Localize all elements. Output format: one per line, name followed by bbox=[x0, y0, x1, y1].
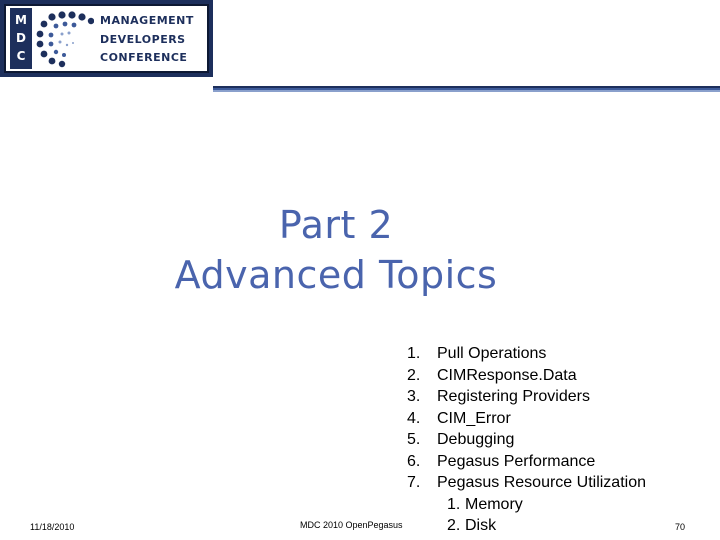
conference-logo bbox=[0, 0, 213, 77]
logo-dots-icon bbox=[36, 10, 94, 68]
subtopic-label: Disk bbox=[465, 517, 497, 534]
logo-word-conference: CONFERENCE bbox=[100, 51, 188, 64]
title-line-1: Part 2 bbox=[278, 203, 394, 247]
topic-number: 4. bbox=[407, 409, 421, 427]
topic-item bbox=[402, 472, 646, 537]
topic-label: CIM_Error bbox=[437, 409, 511, 427]
logo-letter-m: M bbox=[15, 12, 27, 27]
topic-item bbox=[402, 451, 646, 473]
logo-mdc-block bbox=[10, 8, 32, 69]
footer-title: MDC 2010 OpenPegasus bbox=[300, 520, 403, 530]
topic-label: CIMResponse.Data bbox=[437, 366, 577, 384]
topic-item bbox=[402, 429, 646, 451]
topic-number: 5. bbox=[407, 431, 421, 448]
footer-date: 11/18/2010 bbox=[30, 522, 75, 532]
topic-label: Registering Providers bbox=[437, 388, 590, 405]
logo-word-management: MANAGEMENT bbox=[100, 14, 194, 27]
logo-word-developers: DEVELOPERS bbox=[100, 32, 186, 46]
page-number: 70 bbox=[675, 522, 686, 532]
topic-item bbox=[402, 386, 646, 408]
logo-letter-d: D bbox=[16, 30, 26, 45]
subtopic-item bbox=[437, 515, 646, 537]
title-line-2: Advanced Topics bbox=[174, 253, 498, 297]
topic-item bbox=[402, 365, 646, 387]
topic-item bbox=[402, 408, 646, 430]
topic-label: Pull Operations bbox=[437, 345, 547, 362]
logo-letter-c: C bbox=[16, 49, 26, 64]
topic-number: 2. bbox=[407, 366, 421, 384]
topic-number: 6. bbox=[407, 452, 421, 470]
subtopic-item bbox=[437, 494, 646, 516]
topic-number: 3. bbox=[407, 388, 421, 405]
topics-list bbox=[402, 343, 646, 537]
logo-frame bbox=[4, 4, 209, 73]
subtopic-number: 2. bbox=[447, 517, 461, 534]
subtopic-number: 1. bbox=[447, 495, 461, 513]
topic-number: 7. bbox=[407, 474, 421, 491]
logo-wordmark bbox=[100, 12, 206, 68]
topic-item bbox=[402, 343, 646, 365]
topic-number: 1. bbox=[407, 345, 421, 362]
subtopics-list bbox=[437, 494, 646, 537]
header-divider bbox=[213, 86, 720, 92]
topic-label: Debugging bbox=[437, 431, 515, 448]
subtopic-label: Memory bbox=[465, 495, 523, 513]
topic-label: Pegasus Resource Utilization bbox=[437, 474, 646, 491]
topic-label: Pegasus Performance bbox=[437, 452, 596, 470]
slide-title bbox=[0, 200, 672, 300]
